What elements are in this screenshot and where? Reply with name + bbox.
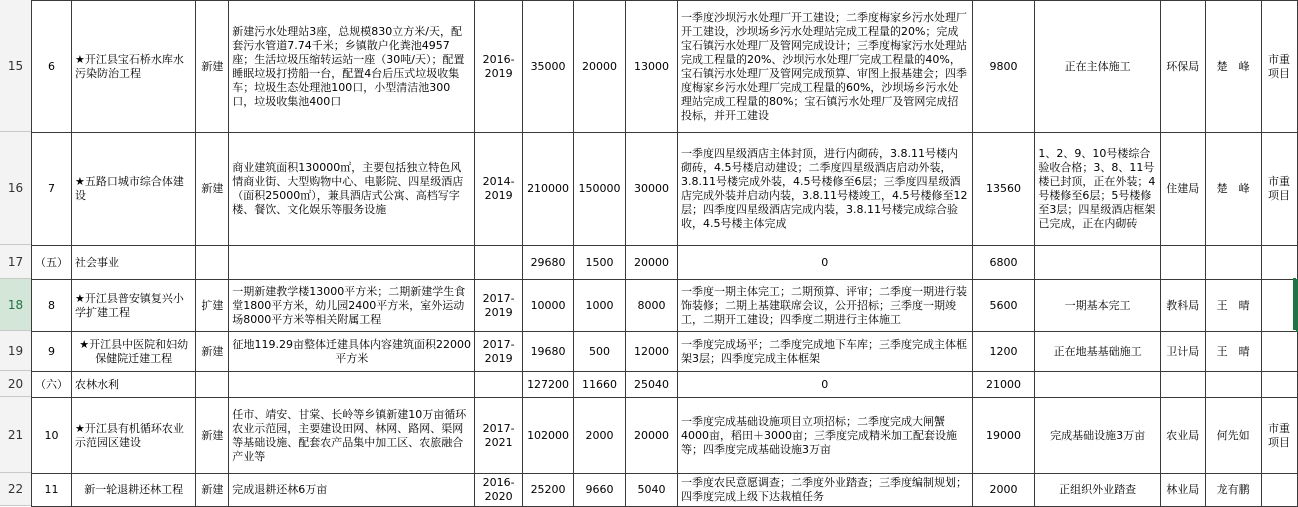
- plan-invest-cell[interactable]: 30000: [626, 133, 678, 246]
- amount-cell[interactable]: 6800: [972, 246, 1035, 280]
- quarterly-plan-cell[interactable]: 一季度四星级酒店主体封顶，进行内砌砖，3.8.11号楼内砌砖，4.5号楼启动建设；二季度四星级酒店启动外装，3.8.11号楼完成外装，4.5号楼修至6层；三季度四星级酒店完成外装并启动内装，3.8.11号楼竣工，4.5号楼修至12层；四季度四星级酒店完成内装，3.8.11号楼完成综合验收，4.5号楼主体完成: [677, 133, 972, 246]
- total-invest-cell[interactable]: 102000: [523, 398, 574, 474]
- period-cell[interactable]: 2017-2019: [475, 332, 523, 372]
- total-invest-cell[interactable]: 35000: [523, 1, 574, 133]
- plan-invest-cell[interactable]: 20000: [626, 246, 678, 280]
- quarterly-plan-cell[interactable]: 一季度完成场平；二季度完成地下车库；三季度完成主体框架3层；四季度完成主体框架: [677, 332, 972, 372]
- seq-cell[interactable]: 7: [32, 133, 72, 246]
- done-invest-cell[interactable]: 11660: [574, 372, 626, 398]
- amount-cell[interactable]: 13560: [972, 133, 1035, 246]
- done-invest-cell[interactable]: 1500: [574, 246, 626, 280]
- quarterly-plan-cell[interactable]: 一季度沙坝污水处理厂开工建设；二季度梅家乡污水处理厂开工建设，沙坝场乡污水处理站完成工程量的20%；完成宝石镇污水处理厂及管网完成设计；三季度梅家污水处理站完成工程量的20%、沙坝污水处理厂完成工程量的40%，宝石镇污水处理厂及管网完成预算、审图上报基建会；四季度梅家乡污水处理厂完成工程量的60%，沙坝场乡污水处理站完成工程量的80%；宝石镇污水处理厂及管网完成招投标，并开工建设: [677, 1, 972, 133]
- quarterly-plan-cell[interactable]: 一季度一期主体完工；二期预算、评审；二季度一期进行装饰装修；二期上基建联席会议，公开招标；三季度一期竣工，二期开工建设；四季度二期进行主体施工: [677, 280, 972, 332]
- total-invest-cell[interactable]: 19680: [523, 332, 574, 372]
- level-cell[interactable]: [1261, 474, 1297, 507]
- leader-cell[interactable]: 王 晴: [1205, 280, 1261, 332]
- progress-cell[interactable]: 正组织外业踏查: [1035, 474, 1160, 507]
- amount-cell[interactable]: 2000: [972, 474, 1035, 507]
- level-cell[interactable]: [1261, 372, 1297, 398]
- quarterly-plan-cell[interactable]: 0: [677, 372, 972, 398]
- period-cell[interactable]: 2014-2019: [475, 133, 523, 246]
- total-invest-cell[interactable]: 25200: [523, 474, 574, 507]
- period-cell[interactable]: 2017-2019: [475, 280, 523, 332]
- table-row: [32, 474, 1298, 507]
- table-row: [32, 372, 1298, 398]
- project-table: [31, 0, 1298, 507]
- table-row: [32, 1, 1298, 133]
- project-name-cell[interactable]: 社会事业: [72, 246, 196, 280]
- dept-cell[interactable]: 环保局: [1160, 1, 1205, 133]
- row-header-selected[interactable]: 18: [0, 279, 31, 331]
- selection-edge: [1293, 278, 1296, 330]
- progress-cell[interactable]: 正在地基基础施工: [1035, 332, 1160, 372]
- row-header[interactable]: 22: [0, 473, 31, 506]
- build-type-cell[interactable]: [196, 372, 229, 398]
- amount-cell[interactable]: 9800: [972, 1, 1035, 133]
- progress-cell[interactable]: 1、2、9、10号楼综合验收合格；3、8、11号楼已封顶，正在外装；4号楼修至6层；5号楼修至3层；四星级酒店框架已完成，正在内砌砖: [1035, 133, 1160, 246]
- project-name-cell[interactable]: ★开江县普安镇复兴小学扩建工程: [72, 280, 196, 332]
- build-type-cell[interactable]: 扩建: [196, 280, 229, 332]
- content-cell[interactable]: 征地119.29亩整体迁建具体内容建筑面积22000平方米: [229, 332, 475, 372]
- leader-cell[interactable]: 楚 峰: [1205, 1, 1261, 133]
- seq-cell[interactable]: 9: [32, 332, 72, 372]
- row-header[interactable]: 17: [0, 245, 31, 279]
- dept-cell[interactable]: 教科局: [1160, 280, 1205, 332]
- total-invest-cell[interactable]: 127200: [523, 372, 574, 398]
- done-invest-cell[interactable]: 9660: [574, 474, 626, 507]
- table-row-selected: [32, 280, 1298, 332]
- total-invest-cell[interactable]: 10000: [523, 280, 574, 332]
- table-row: [32, 246, 1298, 280]
- level-cell[interactable]: [1261, 332, 1297, 372]
- level-cell[interactable]: [1261, 246, 1297, 280]
- period-cell[interactable]: 2016-2020: [475, 474, 523, 507]
- done-invest-cell[interactable]: 20000: [574, 1, 626, 133]
- build-type-cell[interactable]: 新建: [196, 1, 229, 133]
- row-header-column: [0, 0, 32, 506]
- plan-invest-cell[interactable]: 25040: [626, 372, 678, 398]
- leader-cell[interactable]: 楚 峰: [1205, 133, 1261, 246]
- build-type-cell[interactable]: 新建: [196, 133, 229, 246]
- level-cell[interactable]: 市重项目: [1261, 398, 1297, 474]
- dept-cell[interactable]: [1160, 372, 1205, 398]
- row-header[interactable]: 15: [0, 0, 31, 132]
- build-type-cell[interactable]: [196, 246, 229, 280]
- content-cell[interactable]: 完成退耕还林6万亩: [229, 474, 475, 507]
- level-cell[interactable]: [1261, 280, 1297, 332]
- dept-cell[interactable]: 住建局: [1160, 133, 1205, 246]
- content-cell[interactable]: [229, 372, 475, 398]
- progress-cell[interactable]: [1035, 246, 1160, 280]
- content-cell[interactable]: 新建污水处理站3座，总规模830立方米/天，配套污水管道7.74千米；乡镇散户化粪池4957座；生活垃圾压缩转运站一座（30吨/天）；配置睡眠垃圾打捞船一台，配置4台后压式垃圾收集车；垃圾生态处理池100口，小型清洁池300口，垃圾收集池400口: [229, 1, 475, 133]
- done-invest-cell[interactable]: 150000: [574, 133, 626, 246]
- project-name-cell[interactable]: ★开江县中医院和妇幼保健院迁建工程: [72, 332, 196, 372]
- seq-cell[interactable]: 8: [32, 280, 72, 332]
- done-invest-cell[interactable]: 2000: [574, 398, 626, 474]
- project-name-cell[interactable]: 农林水利: [72, 372, 196, 398]
- amount-cell[interactable]: 19000: [972, 398, 1035, 474]
- progress-cell[interactable]: 完成基础设施3万亩: [1035, 398, 1160, 474]
- content-cell[interactable]: 一期新建教学楼13000平方米；二期新建学生食堂1800平方米，幼儿园2400平方米，室外运动场8000平方米等相关附属工程: [229, 280, 475, 332]
- seq-cell[interactable]: （六）: [32, 372, 72, 398]
- plan-invest-cell[interactable]: 12000: [626, 332, 678, 372]
- total-invest-cell[interactable]: 29680: [523, 246, 574, 280]
- amount-cell[interactable]: 5600: [972, 280, 1035, 332]
- progress-cell[interactable]: 正在主体施工: [1035, 1, 1160, 133]
- plan-invest-cell[interactable]: 13000: [626, 1, 678, 133]
- leader-cell[interactable]: 王 晴: [1205, 332, 1261, 372]
- content-cell[interactable]: [229, 246, 475, 280]
- quarterly-plan-cell[interactable]: 一季度完成基础设施项目立项招标；二季度完成大闸蟹4000亩，稻田＋3000亩；三季度完成精米加工配套设施等；四季度完成基础设施3万亩: [677, 398, 972, 474]
- leader-cell[interactable]: [1205, 246, 1261, 280]
- build-type-cell[interactable]: 新建: [196, 332, 229, 372]
- total-invest-cell[interactable]: 210000: [523, 133, 574, 246]
- seq-cell[interactable]: 11: [32, 474, 72, 507]
- project-name-cell[interactable]: ★五路口城市综合体建设: [72, 133, 196, 246]
- content-cell[interactable]: 商业建筑面积130000㎡，主要包括独立特色风情商业街、大型购物中心、电影院、四星级酒店（面积25000㎡），兼具酒店式公寓、高档写字楼、餐饮、文化娱乐等服务设施: [229, 133, 475, 246]
- table-row: [32, 398, 1298, 474]
- row-header[interactable]: 19: [0, 331, 31, 371]
- progress-cell[interactable]: 一期基本完工: [1035, 280, 1160, 332]
- seq-cell[interactable]: 10: [32, 398, 72, 474]
- table-row: [32, 332, 1298, 372]
- dept-cell[interactable]: 农业局: [1160, 398, 1205, 474]
- dept-cell[interactable]: [1160, 246, 1205, 280]
- project-name-cell[interactable]: ★开江县有机循环农业示范园区建设: [72, 398, 196, 474]
- table-row: [32, 133, 1298, 246]
- leader-cell[interactable]: 龙有鹏: [1205, 474, 1261, 507]
- done-invest-cell[interactable]: 1000: [574, 280, 626, 332]
- leader-cell[interactable]: 何先如: [1205, 398, 1261, 474]
- period-cell[interactable]: 2017-2021: [475, 398, 523, 474]
- quarterly-plan-cell[interactable]: 一季度农民意愿调查；二季度外业踏查；三季度编制规划；四季度完成上级下达栽植任务: [677, 474, 972, 507]
- period-cell[interactable]: [475, 246, 523, 280]
- period-cell[interactable]: [475, 372, 523, 398]
- plan-invest-cell[interactable]: 8000: [626, 280, 678, 332]
- leader-cell[interactable]: [1205, 372, 1261, 398]
- dept-cell[interactable]: 林业局: [1160, 474, 1205, 507]
- build-type-cell[interactable]: 新建: [196, 474, 229, 507]
- plan-invest-cell[interactable]: 5040: [626, 474, 678, 507]
- progress-cell[interactable]: [1035, 372, 1160, 398]
- done-invest-cell[interactable]: 500: [574, 332, 626, 372]
- project-name-cell[interactable]: ★开江县宝石桥水库水污染防治工程: [72, 1, 196, 133]
- seq-cell[interactable]: 6: [32, 1, 72, 133]
- amount-cell[interactable]: 21000: [972, 372, 1035, 398]
- content-cell[interactable]: 任市、靖安、甘棠、长岭等乡镇新建10万亩循环农业示范园，主要建设田网、林网、路网、渠网等基础设施、配套农产品集中加工区、农旅融合产业等: [229, 398, 475, 474]
- amount-cell[interactable]: 1200: [972, 332, 1035, 372]
- project-name-cell[interactable]: 新一轮退耕还林工程: [72, 474, 196, 507]
- seq-cell[interactable]: （五）: [32, 246, 72, 280]
- quarterly-plan-cell[interactable]: 0: [677, 246, 972, 280]
- row-header[interactable]: 16: [0, 132, 31, 245]
- period-cell[interactable]: 2016-2019: [475, 1, 523, 133]
- row-header[interactable]: 20: [0, 371, 31, 397]
- level-cell[interactable]: 市重项目: [1261, 133, 1297, 246]
- dept-cell[interactable]: 卫计局: [1160, 332, 1205, 372]
- build-type-cell[interactable]: 新建: [196, 398, 229, 474]
- plan-invest-cell[interactable]: 20000: [626, 398, 678, 474]
- row-header[interactable]: 21: [0, 397, 31, 473]
- level-cell[interactable]: 市重项目: [1261, 1, 1297, 133]
